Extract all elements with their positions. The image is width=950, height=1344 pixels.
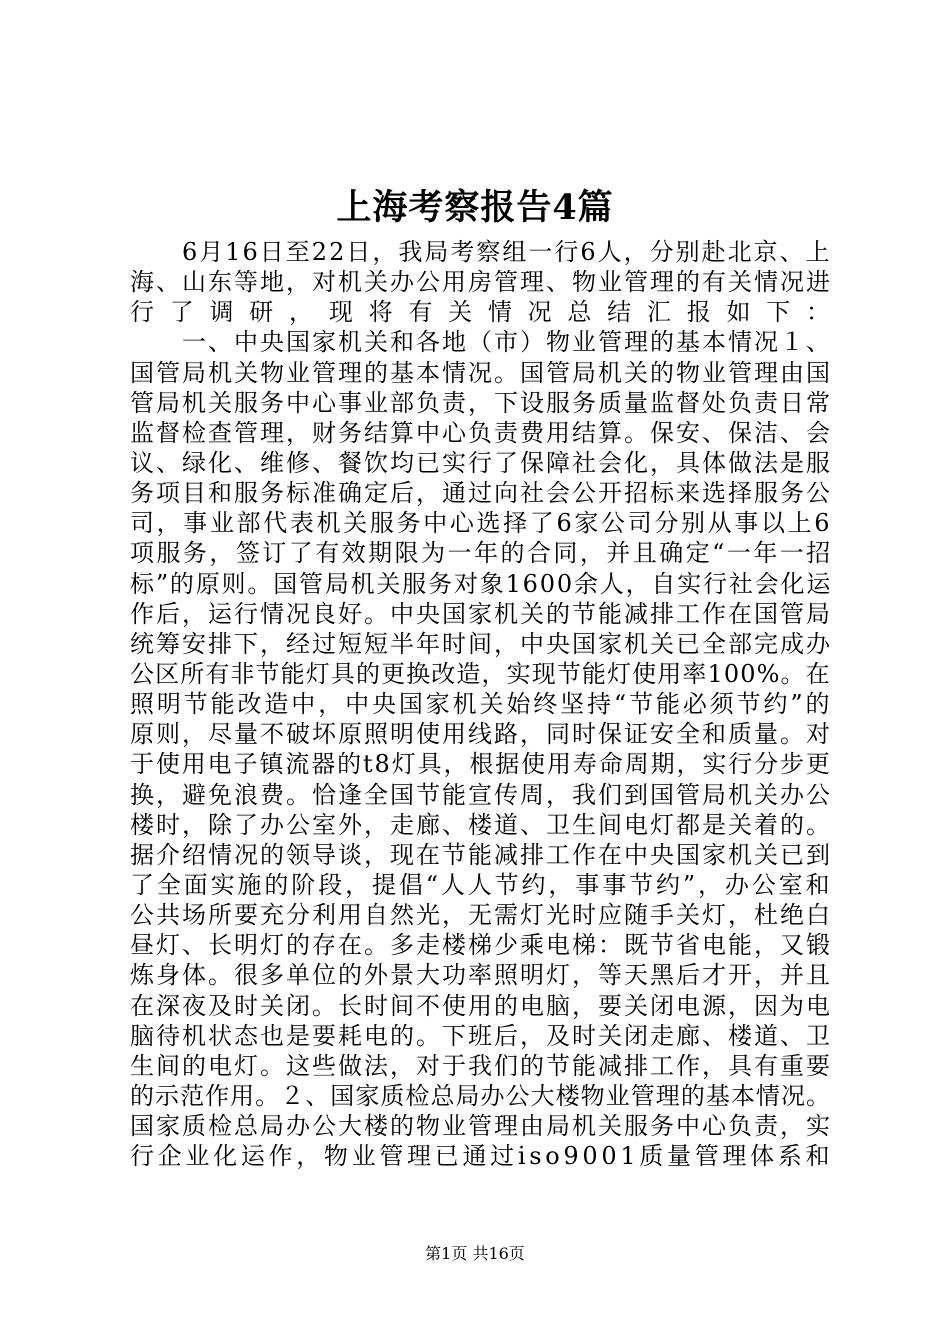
body-line: 的示范作用。２、国家质检总局办公大楼物业管理的基本情况。 <box>130 1081 832 1110</box>
body-line: 行企业化运作，物业管理已通过iso9001质量管理体系和 <box>130 1142 834 1171</box>
body-line: 务项目和服务标准确定后，通过向社会公开招标来选择服务公 <box>130 479 832 508</box>
body-line: 楼时，除了办公室外，走廊、楼道、卫生间电灯都是关着的。 <box>130 810 832 839</box>
body-line: 生间的电灯。这些做法，对于我们的节能减排工作，具有重要 <box>130 1051 832 1080</box>
body-line: 司，事业部代表机关服务中心选择了6家公司分别从事以上6 <box>130 509 833 538</box>
body-line: 在深夜及时关闭。长时间不使用的电脑，要关闭电源，因为电 <box>130 991 832 1020</box>
body-line: 昼灯、长明灯的存在。多走楼梯少乘电梯：既节省电能，又锻 <box>130 931 832 960</box>
body-line: 6月16日至22日，我局考察组一行6人，分别赴北京、上 <box>130 238 832 266</box>
body-line: 议、绿化、维修、餐饮均已实行了保障社会化，具体做法是服 <box>130 448 832 477</box>
body-line: 于使用电子镇流器的t8灯具，根据使用寿命周期，实行分步更 <box>130 750 832 779</box>
document-body <box>130 237 846 1171</box>
body-line: 了全面实施的阶段，提倡“人人节约，事事节约”，办公室和 <box>130 870 833 899</box>
body-line: 作后，运行情况良好。中央国家机关的节能减排工作在国管局 <box>130 599 832 628</box>
body-line: 标”的原则。国管局机关服务对象1600余人，自实行社会化运 <box>130 569 833 598</box>
body-line: 原则，尽量不破坏原照明使用线路，同时保证安全和质量。对 <box>130 720 832 749</box>
body-line: 换，避免浪费。恰逢全国节能宣传周，我们到国管局机关办公 <box>130 780 832 809</box>
body-line: 行了调研，现将有关情况总结汇报如下： <box>130 298 846 327</box>
body-line: 统筹安排下，经过短短半年时间，中央国家机关已全部完成办 <box>130 629 832 658</box>
body-line: 监督检查管理，财务结算中心负责费用结算。保安、保洁、会 <box>130 418 832 447</box>
body-line: 公共场所要充分利用自然光，无需灯光时应随手关灯，杜绝白 <box>130 901 832 930</box>
body-line: 国家质检总局办公大楼的物业管理由局机关服务中心负责，实 <box>130 1112 832 1141</box>
body-line: 据介绍情况的领导谈，现在节能减排工作在中央国家机关已到 <box>130 840 832 869</box>
body-line: 照明节能改造中，中央国家机关始终坚持“节能必须节约”的 <box>130 690 833 719</box>
body-line: 管局机关服务中心事业部负责，下设服务质量监督处负责日常 <box>130 388 832 417</box>
body-line: 炼身体。很多单位的外景大功率照明灯，等天黑后才开，并且 <box>130 961 832 990</box>
page-footer: 第1页 共16页 <box>425 1244 525 1263</box>
body-line: 海、山东等地，对机关办公用房管理、物业管理的有关情况进 <box>130 268 832 297</box>
body-line: 公区所有非节能灯具的更换改造，实现节能灯使用率100%。在 <box>130 659 831 688</box>
document-title: 上海考察报告4篇 <box>336 187 614 228</box>
body-line: 脑待机状态也是要耗电的。下班后，及时关闭走廊、楼道、卫 <box>130 1021 832 1050</box>
body-line: 国管局机关物业管理的基本情况。国管局机关的物业管理由国 <box>130 358 832 387</box>
body-line: 一、中央国家机关和各地（市）物业管理的基本情况１、 <box>130 328 832 357</box>
body-line: 项服务，签订了有效期限为一年的合同，并且确定“一年一招 <box>130 539 833 568</box>
